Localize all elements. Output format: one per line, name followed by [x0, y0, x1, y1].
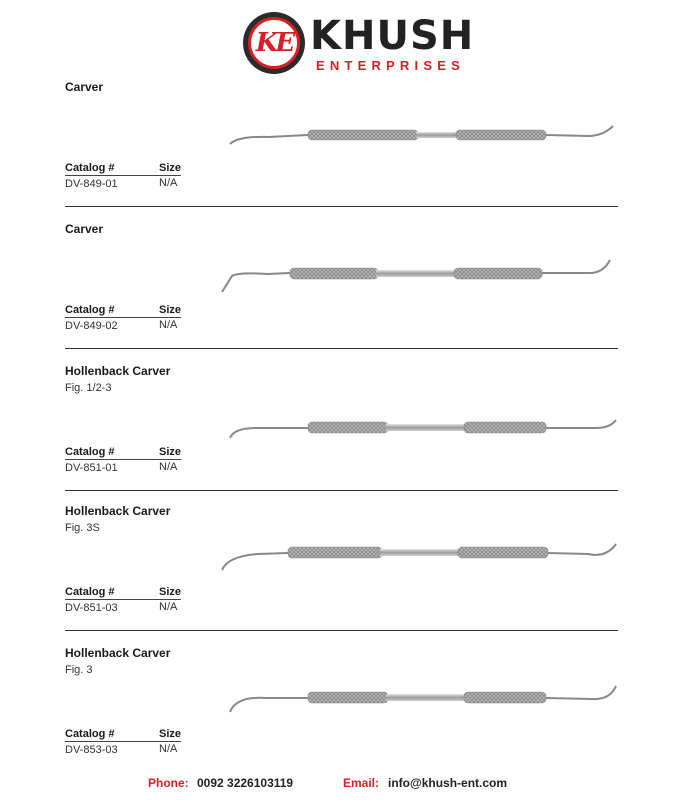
catalog-label: Catalog # [65, 162, 115, 174]
header [0, 0, 689, 80]
size-label: Size [159, 728, 182, 740]
instrument-image [226, 682, 620, 718]
divider [65, 206, 618, 207]
phone-label: Phone: [148, 776, 189, 790]
product-title: Carver [65, 222, 104, 236]
catalog-number: DV-849-02 [65, 320, 118, 332]
brand-subtitle: ENTERPRISES [316, 58, 465, 73]
product-3 [0, 364, 689, 506]
product-title: Carver [65, 80, 104, 94]
catalog-label: Catalog # [65, 728, 115, 740]
logo [243, 12, 305, 74]
divider [65, 490, 618, 491]
catalog-label: Catalog # [65, 586, 115, 598]
size-value: N/A [159, 743, 178, 755]
size-value: N/A [159, 177, 178, 189]
email-label: Email: [343, 776, 380, 790]
product-5 [0, 646, 689, 788]
product-2 [0, 222, 689, 364]
product-figure: Fig. 1/2-3 [65, 382, 112, 394]
size-label: Size [159, 162, 182, 174]
product-title: Hollenback Carver [65, 364, 171, 378]
size-value: N/A [159, 461, 178, 473]
product-1 [0, 80, 689, 222]
instrument-image [218, 540, 620, 576]
catalog-number: DV-849-01 [65, 178, 118, 190]
divider [65, 348, 618, 349]
instrument-image [228, 122, 620, 152]
phone-number[interactable]: 0092 3226103119 [197, 776, 294, 790]
catalog-label: Catalog # [65, 446, 115, 458]
instrument-image [218, 254, 618, 296]
catalog-number: DV-851-03 [65, 602, 118, 614]
product-figure: Fig. 3 [65, 664, 93, 676]
product-title: Hollenback Carver [65, 646, 171, 660]
product-title: Hollenback Carver [65, 504, 171, 518]
size-label: Size [159, 446, 182, 458]
instrument-image [226, 414, 620, 446]
catalog-label: Catalog # [65, 304, 115, 316]
logo-monogram: KE [255, 28, 293, 58]
size-label: Size [159, 304, 182, 316]
product-figure: Fig. 3S [65, 522, 100, 534]
catalog-number: DV-851-01 [65, 462, 118, 474]
size-label: Size [159, 586, 182, 598]
brand-name: KHUSH [310, 13, 475, 59]
catalog-number: DV-853-03 [65, 744, 118, 756]
email-address[interactable]: info@khush-ent.com [388, 776, 508, 790]
product-4 [0, 504, 689, 646]
size-value: N/A [159, 319, 178, 331]
size-value: N/A [159, 601, 178, 613]
divider [65, 630, 618, 631]
